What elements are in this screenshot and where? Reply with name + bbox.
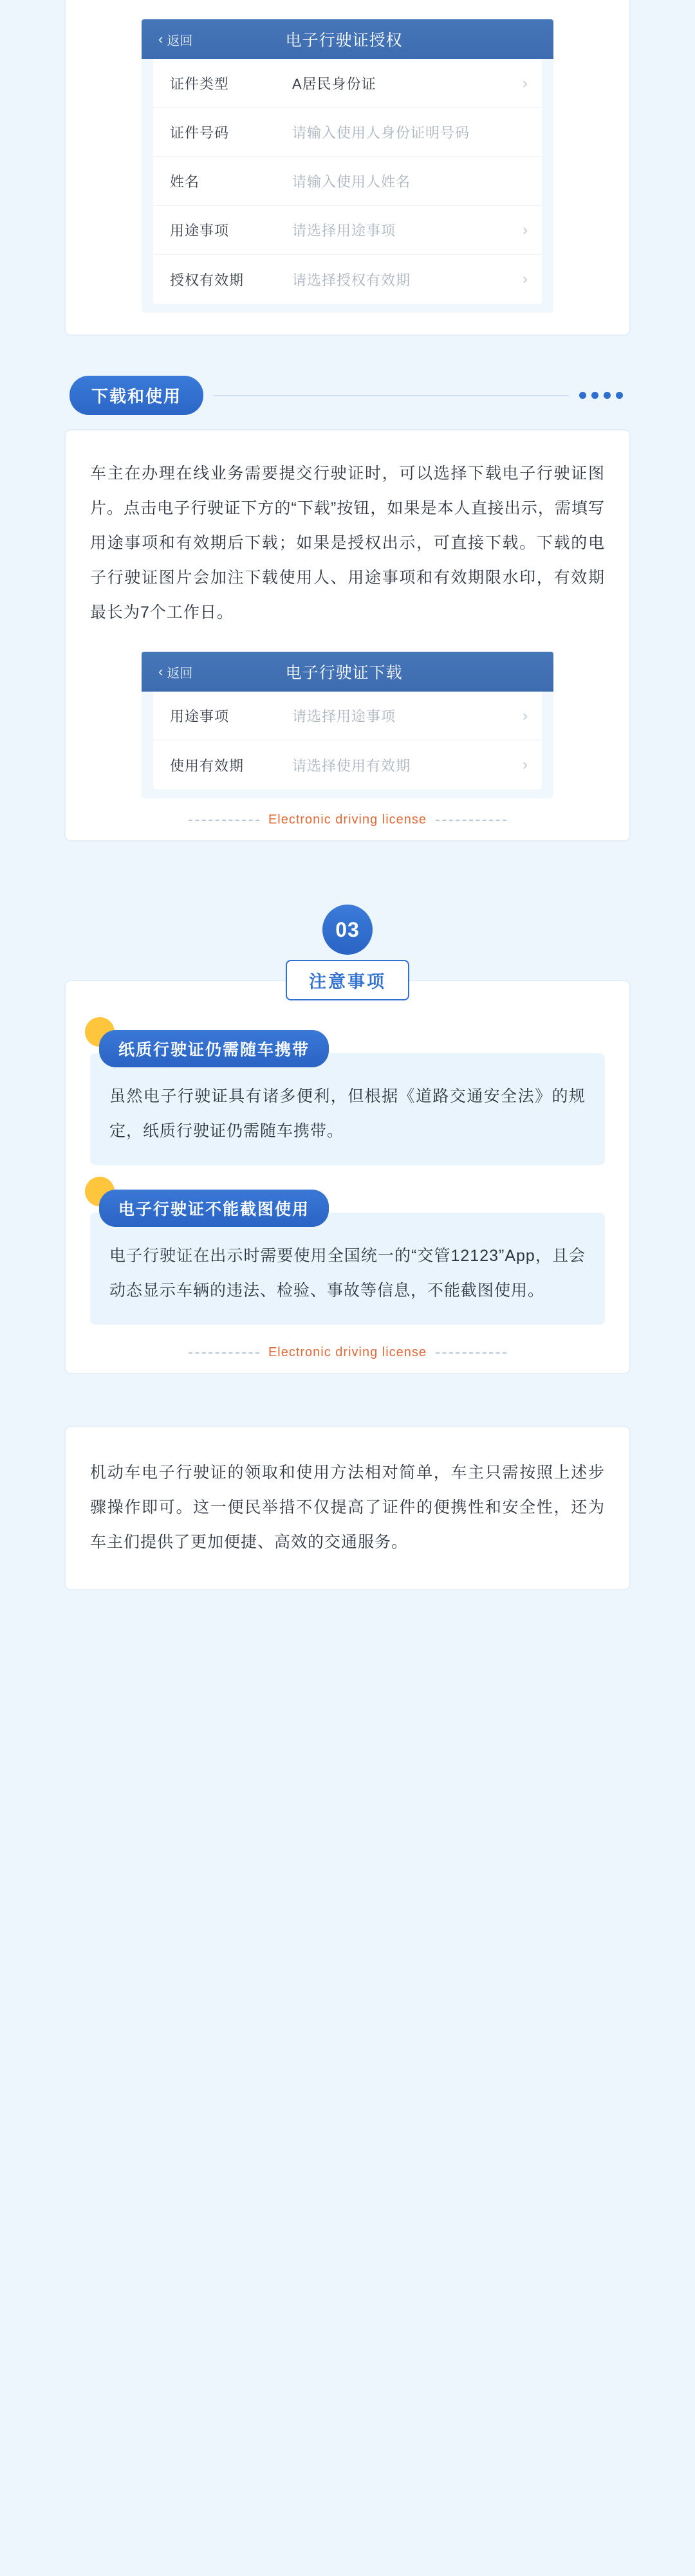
form-row[interactable] — [153, 206, 542, 255]
notice-tag-label: 纸质行驶证仍需随车携带 — [99, 1030, 329, 1067]
chevron-right-icon: › — [523, 221, 528, 239]
form-authorization — [153, 59, 542, 304]
section-header-download — [70, 376, 626, 415]
card-authorization — [64, 0, 631, 336]
notice-tag-label: 电子行驶证不能截图使用 — [99, 1190, 329, 1227]
card-footer-ornament — [90, 798, 605, 834]
field-value: 请选择授权有效期 — [292, 271, 411, 288]
chevron-right-icon: › — [523, 270, 528, 288]
phone-mock-download — [142, 652, 553, 798]
chevron-left-icon: ‹ — [158, 31, 163, 47]
phone-titlebar — [142, 19, 553, 59]
form-row[interactable] — [153, 741, 542, 789]
download-paragraph: 车主在办理在线业务需要提交行驶证时，可以选择下载电子行驶证图片。点击电子行驶证下方的“下载”按钮，如果是本人直接出示，需填写用途事项和有效期后下载；如果是授权出示，可直接下载。下载的电子行驶证图片会加注下载使用人、用途事项和有效期限水印，有效期最长为7个工作日。 — [90, 465, 605, 621]
notice-tag-wrap — [99, 1030, 329, 1067]
phone-title: 电子行驶证授权 — [285, 32, 403, 50]
notice-item — [90, 1190, 605, 1325]
field-label: 证件类型 — [170, 76, 230, 92]
field-label: 授权有效期 — [170, 271, 245, 288]
section-rule — [214, 395, 569, 396]
closing-paragraph: 机动车电子行驶证的领取和使用方法相对简单，车主只需按照上述步骤操作即可。这一便民举措不仅提高了证件的便携性和安全性，还为车主们提供了更加便捷、高效的交通服务。 — [90, 1464, 605, 1551]
field-value: 请选择用途事项 — [292, 223, 396, 239]
footer-dash-left — [189, 1352, 259, 1354]
notice-item — [90, 1030, 605, 1165]
phone-mock-authorization — [142, 19, 553, 313]
phone-titlebar — [142, 652, 553, 692]
field-label: 姓名 — [170, 174, 200, 190]
field-value[interactable]: 请输入使用人姓名 — [292, 174, 411, 190]
footer-dash-left — [189, 820, 259, 821]
card-download — [64, 429, 631, 842]
chevron-right-icon: › — [523, 74, 528, 92]
card-notice — [64, 980, 631, 1374]
back-button[interactable] — [158, 663, 192, 681]
form-row[interactable] — [153, 157, 542, 206]
section-pill-label: 下载和使用 — [70, 376, 203, 415]
form-row[interactable] — [153, 59, 542, 108]
back-label: 返回 — [167, 33, 193, 48]
form-row[interactable] — [153, 692, 542, 741]
back-button[interactable] — [158, 30, 192, 49]
field-value: 请选择使用有效期 — [292, 757, 411, 774]
form-row[interactable] — [153, 108, 542, 157]
step-number-badge: 03 — [322, 905, 373, 955]
phone-title: 电子行驶证下载 — [285, 664, 403, 682]
field-value: 请选择用途事项 — [292, 708, 396, 724]
notice-tag-wrap — [99, 1190, 329, 1227]
form-row[interactable] — [153, 255, 542, 304]
notice-text: 虽然电子行驶证具有诸多便利，但根据《道路交通安全法》的规定，纸质行驶证仍需随车携带。 — [90, 1053, 605, 1165]
field-value: A居民身份证 — [292, 76, 376, 92]
field-label: 使用有效期 — [170, 757, 245, 774]
step-title: 注意事项 — [286, 960, 409, 1000]
field-label: 证件号码 — [170, 125, 230, 141]
footer-dash-right — [436, 1352, 506, 1354]
field-value[interactable]: 请输入使用人身份证明号码 — [292, 125, 470, 141]
back-label: 返回 — [167, 666, 193, 681]
section-dots — [579, 392, 623, 399]
field-label: 用途事项 — [170, 708, 230, 724]
footer-dash-right — [436, 820, 506, 821]
notice-text: 电子行驶证在出示时需要使用全国统一的“交管12123”App，且会动态显示车辆的违法、检验、事故等信息，不能截图使用。 — [90, 1213, 605, 1325]
chevron-right-icon: › — [523, 706, 528, 724]
chevron-right-icon: › — [523, 756, 528, 773]
card-closing — [64, 1426, 631, 1590]
footer-caption: Electronic driving license — [268, 1345, 427, 1359]
card-footer-ornament — [85, 1331, 610, 1366]
footer-caption: Electronic driving license — [268, 813, 427, 827]
step-title-wrap — [0, 960, 695, 1000]
form-download — [153, 692, 542, 789]
chevron-left-icon: ‹ — [158, 663, 163, 679]
field-label: 用途事项 — [170, 223, 230, 239]
